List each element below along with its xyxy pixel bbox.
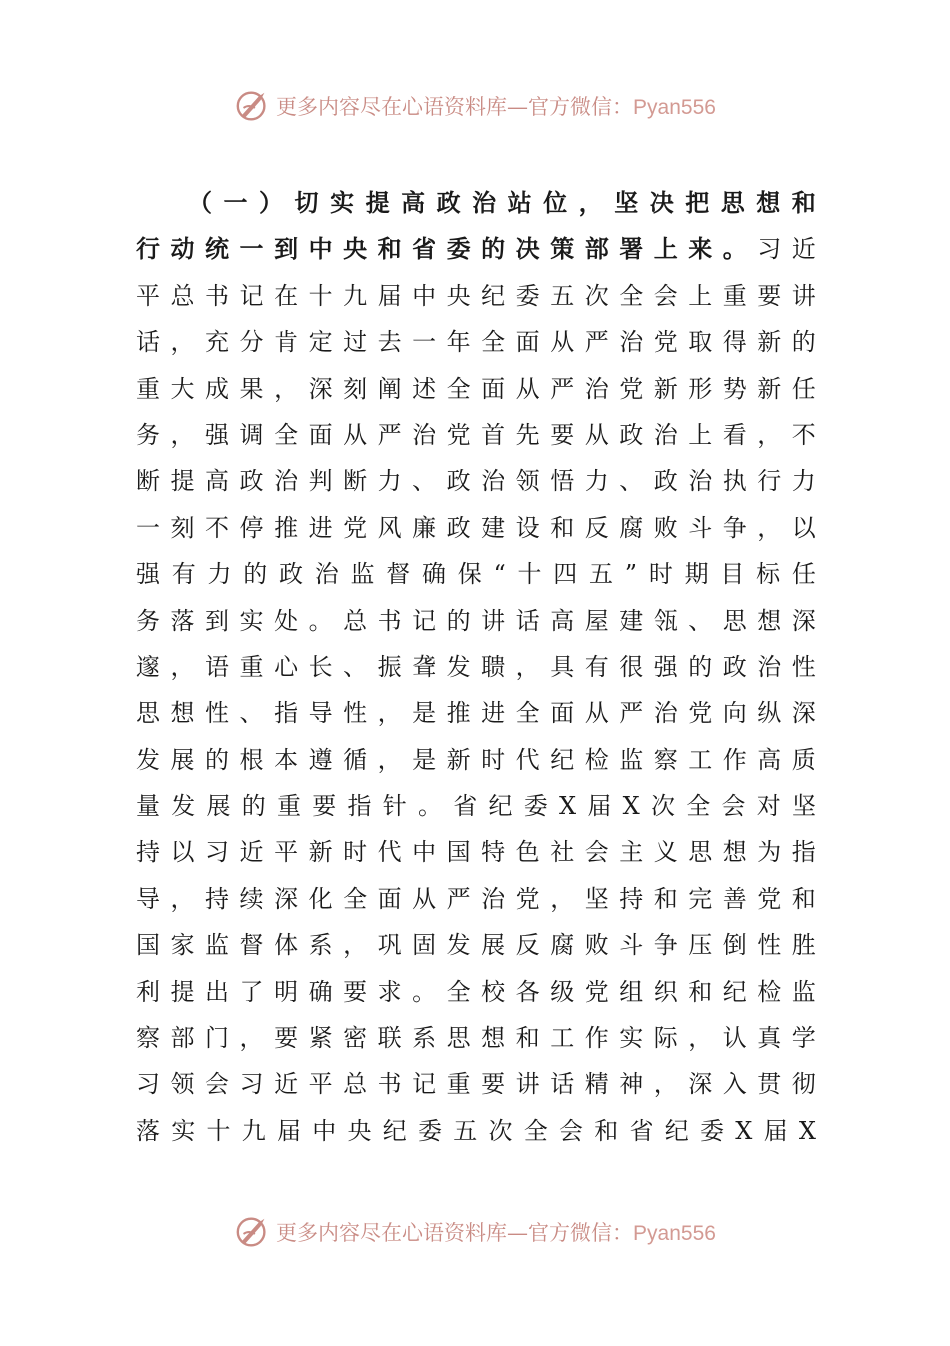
text-line: 重 大 成 果 ， 深 刻 阐 述 全 面 从 严 治 党 新 形 势 新 任 — [136, 374, 816, 403]
document-body — [136, 180, 816, 1154]
text-line: 发 展 的 根 本 遵 循 ， 是 新 时 代 纪 检 监 察 工 作 高 质 — [136, 745, 816, 774]
text-line: 务 ， 强 调 全 面 从 严 治 党 首 先 要 从 政 治 上 看 ， 不 — [136, 420, 816, 449]
header-watermark — [0, 84, 950, 128]
pen-nib-logo-icon — [234, 87, 272, 125]
text-line: 量 发 展 的 重 要 指 针 。 省 纪 委 X 届 X 次 全 会 对 坚 — [136, 792, 816, 821]
text-line: 邃 ， 语 重 心 长 、 振 聋 发 聩 ， 具 有 很 强 的 政 治 性 — [136, 652, 816, 681]
text-line: 话 ， 充 分 肯 定 过 去 一 年 全 面 从 严 治 党 取 得 新 的 — [136, 328, 816, 357]
text-line: 国 家 监 督 体 系 ， 巩 固 发 展 反 腐 败 斗 争 压 倒 性 胜 — [136, 931, 816, 960]
text-line: （ 一 ） 切 实 提 高 政 治 站 位 ， 坚 决 把 思 想 和 — [188, 188, 816, 217]
text-line: 行 动 统 一 到 中 央 和 省 委 的 决 策 部 署 上 来 。 习 近 — [136, 234, 816, 264]
pen-nib-logo-icon — [234, 1213, 272, 1251]
text-line: 一 刻 不 停 推 进 党 风 廉 政 建 设 和 反 腐 败 斗 争 ， 以 — [136, 513, 816, 542]
text-line: 平 总 书 记 在 十 九 届 中 央 纪 委 五 次 全 会 上 重 要 讲 — [136, 281, 816, 310]
text-line: 导 ， 持 续 深 化 全 面 从 严 治 党 ， 坚 持 和 完 善 党 和 — [136, 884, 816, 913]
text-line: 习 领 会 习 近 平 总 书 记 重 要 讲 话 精 神 ， 深 入 贯 彻 — [136, 1070, 816, 1099]
text-line: 利 提 出 了 明 确 要 求 。 全 校 各 级 党 组 织 和 纪 检 监 — [136, 977, 816, 1006]
text-line: 落 实 十 九 届 中 央 纪 委 五 次 全 会 和 省 纪 委 X 届 X — [136, 1116, 816, 1145]
text-line: 务 落 到 实 处 。 总 书 记 的 讲 话 高 屋 建 瓴 、 思 想 深 — [136, 606, 816, 635]
text-line: 强 有 力 的 政 治 监 督 确 保 “ 十 四 五 ” 时 期 目 标 任 — [136, 560, 816, 589]
watermark-text: 更多内容尽在心语资料库—官方微信：Pyan556 — [276, 95, 716, 119]
text-line: 察 部 门 ， 要 紧 密 联 系 思 想 和 工 作 实 际 ， 认 真 学 — [136, 1024, 816, 1053]
text-line: 思 想 性 、 指 导 性 ， 是 推 进 全 面 从 严 治 党 向 纵 深 — [136, 699, 816, 728]
footer-watermark — [0, 1210, 950, 1254]
text-line: 断 提 高 政 治 判 断 力 、 政 治 领 悟 力 、 政 治 执 行 力 — [136, 467, 816, 496]
watermark-text: 更多内容尽在心语资料库—官方微信：Pyan556 — [276, 1221, 716, 1245]
text-line: 持 以 习 近 平 新 时 代 中 国 特 色 社 会 主 义 思 想 为 指 — [136, 838, 816, 867]
